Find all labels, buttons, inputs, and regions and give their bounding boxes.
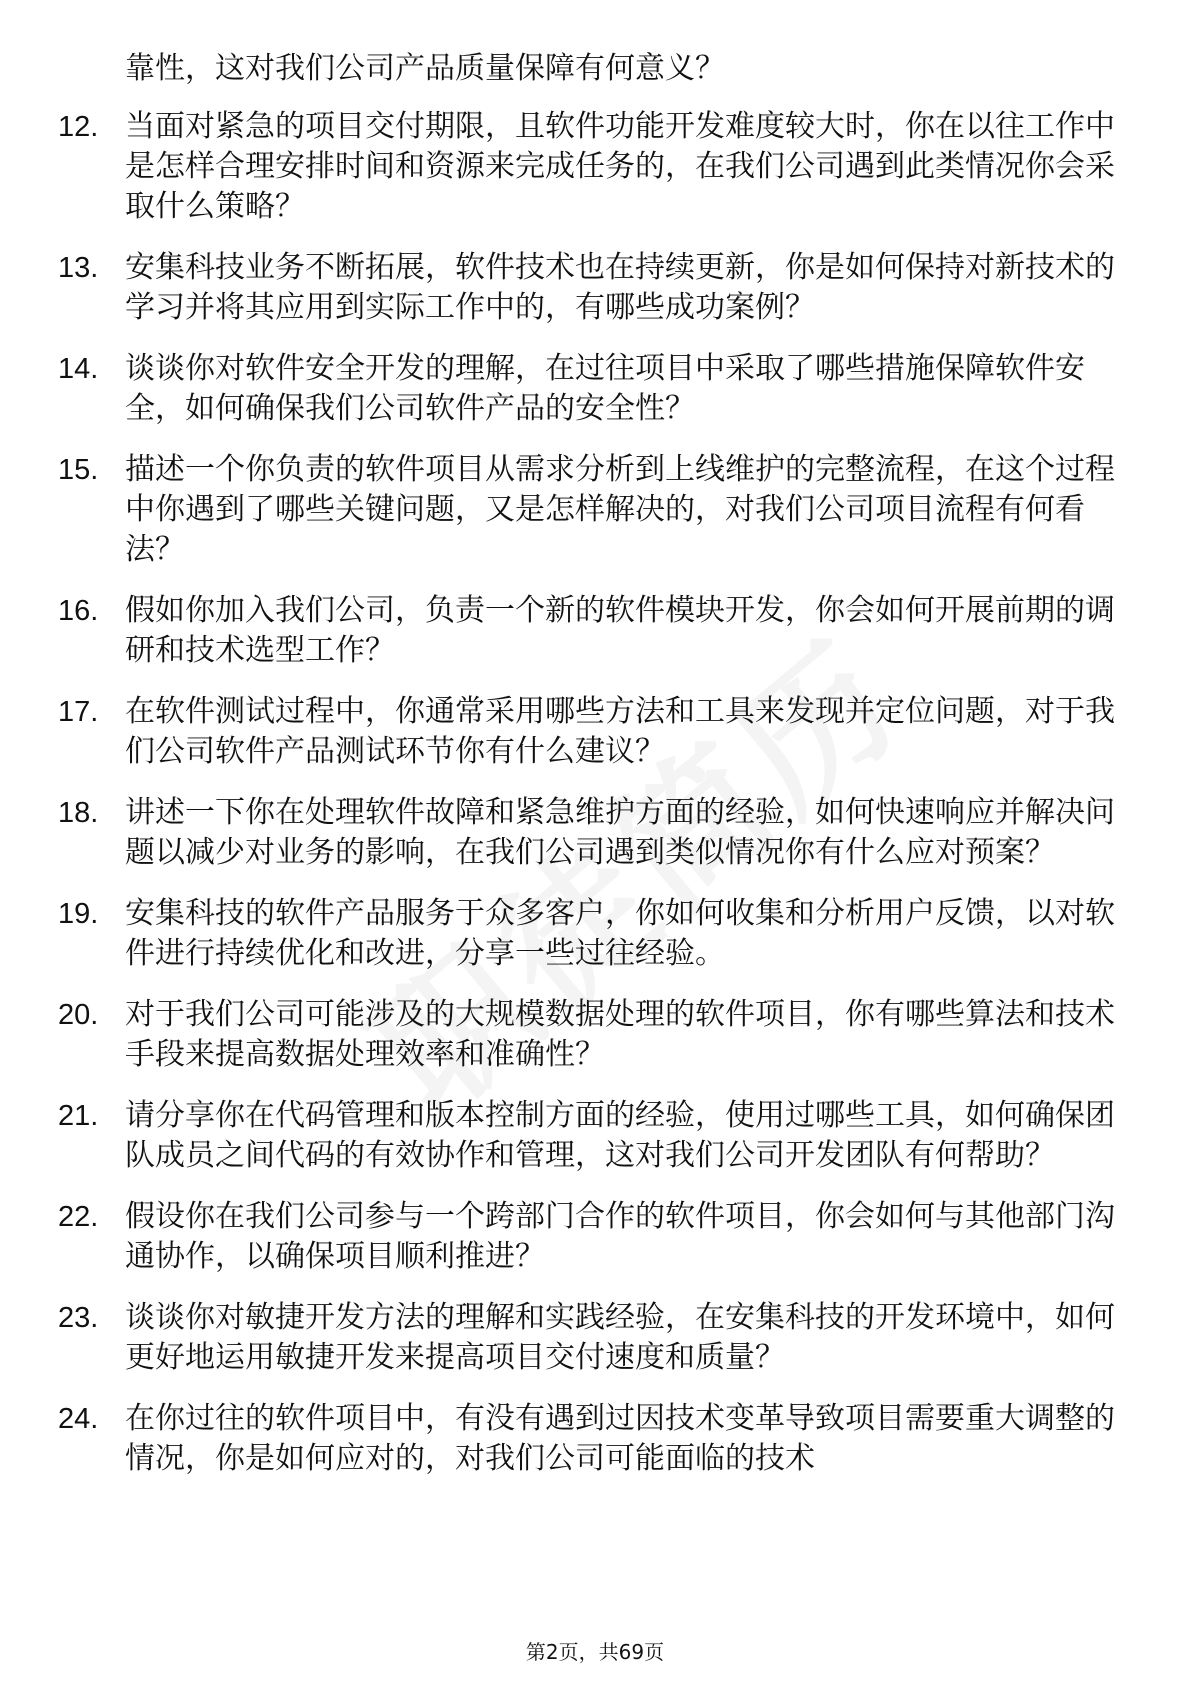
list-item bbox=[58, 793, 1138, 873]
item-number: 14. bbox=[58, 353, 99, 385]
list-item bbox=[58, 692, 1138, 772]
item-number: 19. bbox=[58, 898, 99, 930]
list-item bbox=[58, 591, 1138, 671]
item-text: 安集科技的软件产品服务于众多客户，你如何收集和分析用户反馈，以对软件进行持续优化和改进，分享一些过往经验。 bbox=[125, 896, 1115, 971]
item-text: 对于我们公司可能涉及的大规模数据处理的软件项目，你有哪些算法和技术手段来提高数据处理效率和准确性？ bbox=[125, 997, 1115, 1072]
item-text: 假设你在我们公司参与一个跨部门合作的软件项目，你会如何与其他部门沟通协作，以确保项目顺利推进？ bbox=[125, 1199, 1115, 1274]
item-number: 21. bbox=[58, 1100, 99, 1132]
item-number: 13. bbox=[58, 252, 99, 284]
list-item bbox=[58, 1096, 1138, 1176]
list-item bbox=[58, 349, 1138, 429]
item-text: 假如你加入我们公司，负责一个新的软件模块开发，你会如何开展前期的调研和技术选型工作？ bbox=[125, 593, 1115, 668]
page-number-footer: 第2页，共69页 bbox=[525, 1640, 665, 1664]
list-item bbox=[58, 995, 1138, 1075]
item-number: 17. bbox=[58, 696, 99, 728]
list-item bbox=[58, 1298, 1138, 1378]
list-item bbox=[58, 107, 1138, 227]
item-text: 在你过往的软件项目中，有没有遇到过因技术变革导致项目需要重大调整的情况，你是如何应对的，对我们公司可能面临的技术 bbox=[125, 1401, 1115, 1476]
item-number: 23. bbox=[58, 1302, 99, 1334]
list-item bbox=[58, 894, 1138, 974]
item-number: 20. bbox=[58, 999, 99, 1031]
continuation-text: 靠性，这对我们公司产品质量保障有何意义？ bbox=[125, 51, 725, 86]
list-item bbox=[58, 450, 1138, 570]
item-number: 22. bbox=[58, 1201, 99, 1233]
item-number: 24. bbox=[58, 1403, 99, 1435]
item-text: 谈谈你对敏捷开发方法的理解和实践经验，在安集科技的开发环境中，如何更好地运用敏捷开发来提高项目交付速度和质量？ bbox=[125, 1300, 1115, 1375]
question-list bbox=[58, 49, 1138, 1500]
item-text: 请分享你在代码管理和版本控制方面的经验，使用过哪些工具，如何确保团队成员之间代码的有效协作和管理，这对我们公司开发团队有何帮助？ bbox=[125, 1098, 1115, 1173]
item-number: 15. bbox=[58, 454, 99, 486]
item-text: 谈谈你对软件安全开发的理解，在过往项目中采取了哪些措施保障软件安全，如何确保我们公司软件产品的安全性？ bbox=[125, 351, 1085, 426]
list-item bbox=[58, 1197, 1138, 1277]
list-item bbox=[58, 248, 1138, 328]
item-number: 16. bbox=[58, 595, 99, 627]
item-text: 安集科技业务不断拓展，软件技术也在持续更新，你是如何保持对新技术的学习并将其应用到实际工作中的，有哪些成功案例？ bbox=[125, 250, 1115, 325]
list-item bbox=[58, 1399, 1138, 1479]
item-text: 当面对紧急的项目交付期限，且软件功能开发难度较大时，你在以往工作中是怎样合理安排时间和资源来完成任务的，在我们公司遇到此类情况你会采取什么策略？ bbox=[125, 109, 1115, 224]
item-text: 描述一个你负责的软件项目从需求分析到上线维护的完整流程，在这个过程中你遇到了哪些关键问题，又是怎样解决的，对我们公司项目流程有何看法？ bbox=[125, 452, 1115, 567]
item-text: 讲述一下你在处理软件故障和紧急维护方面的经验，如何快速响应并解决问题以减少对业务的影响，在我们公司遇到类似情况你有什么应对预案？ bbox=[125, 795, 1115, 870]
item-number: 18. bbox=[58, 797, 99, 829]
item-number: 12. bbox=[58, 111, 99, 143]
item-text: 在软件测试过程中，你通常采用哪些方法和工具来发现并定位问题，对于我们公司软件产品测试环节你有什么建议？ bbox=[125, 694, 1115, 769]
